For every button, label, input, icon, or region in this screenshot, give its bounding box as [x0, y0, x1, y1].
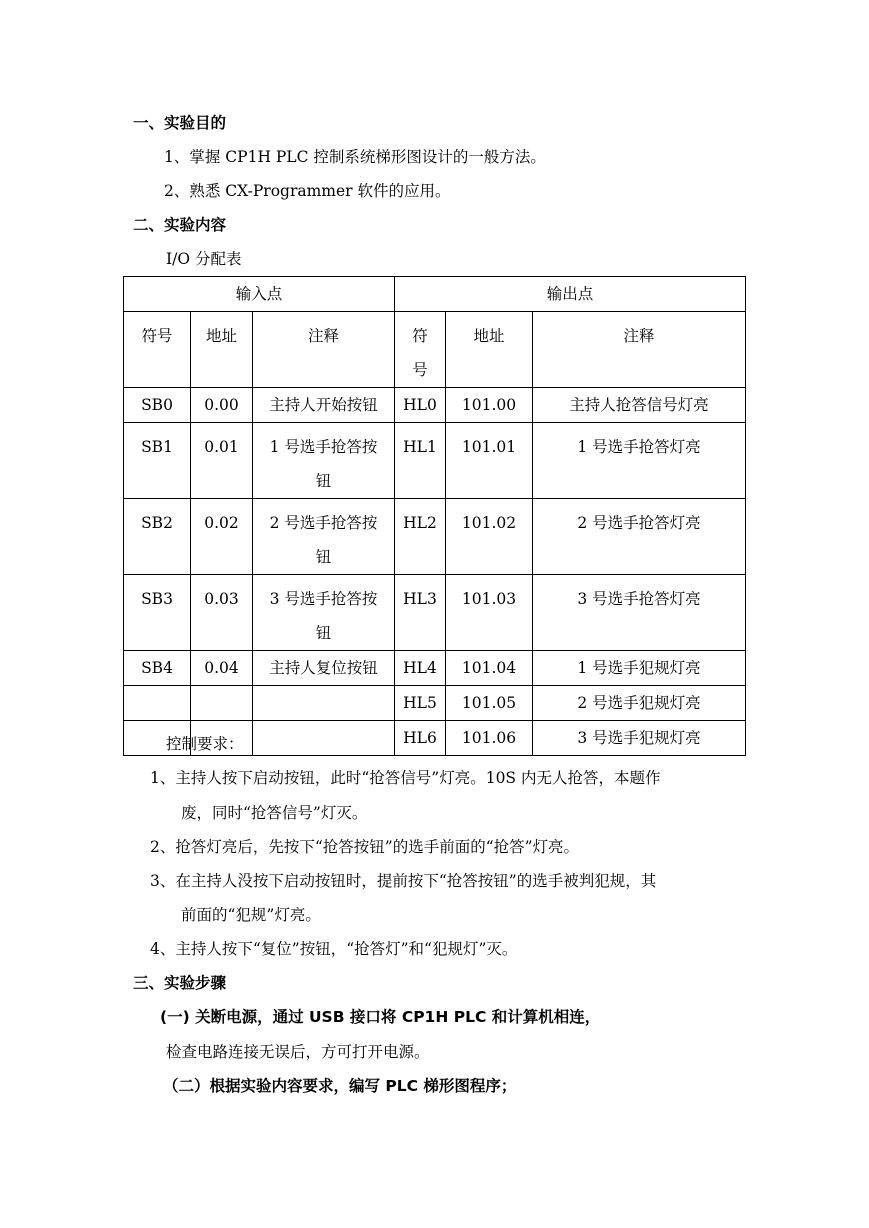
table-cell: HL3 — [395, 575, 446, 651]
step2-title: （二）根据实验内容要求，编写 PLC 梯形图程序； — [163, 1077, 517, 1095]
note-line-2: 钮 — [315, 624, 332, 642]
table-cell: 101.00 — [446, 388, 533, 423]
requirement-4: 4、主持人按下“复位”按钮，“抢答灯”和“犯规灯”灭。 — [150, 940, 518, 958]
section3-heading: 三、实验步骤 — [133, 974, 227, 992]
table-cell: HL1 — [395, 423, 446, 499]
table-cell: 0.02 — [191, 499, 253, 575]
section1-heading: 一、实验目的 — [133, 114, 227, 132]
note-line-2: 钮 — [315, 548, 332, 566]
header-char-2: 号 — [412, 361, 428, 379]
table-cell: 101.05 — [446, 686, 533, 721]
table-cell: HL6 — [395, 721, 446, 756]
table-cell: 1 号选手抢答灯亮 — [533, 423, 746, 499]
table-cell — [253, 721, 395, 756]
control-requirements-title: 控制要求： — [166, 735, 244, 753]
section2-heading: 二、实验内容 — [133, 216, 227, 234]
col-note-header: 注释 — [253, 312, 395, 388]
table-cell: 主持人复位按钮 — [253, 651, 395, 686]
col-address-out-header: 地址 — [446, 312, 533, 388]
table-cell: 101.03 — [446, 575, 533, 651]
table-cell: SB0 — [124, 388, 191, 423]
header-char-1: 符 — [412, 327, 428, 345]
table-cell — [253, 575, 395, 651]
table-cell: 0.01 — [191, 423, 253, 499]
table-cell — [253, 423, 395, 499]
step1-text: 检查电路连接无误后，方可打开电源。 — [166, 1043, 430, 1061]
table-cell: HL0 — [395, 388, 446, 423]
table-cell: SB3 — [124, 575, 191, 651]
note-line-1: 3 号选手抢答按 — [269, 590, 378, 608]
table-cell: 3 号选手犯规灯亮 — [533, 721, 746, 756]
requirement-1-line2: 废，同时“抢答信号”灯灭。 — [181, 804, 368, 822]
table-cell: 101.02 — [446, 499, 533, 575]
col-address-header: 地址 — [191, 312, 253, 388]
col-symbol-out-header — [395, 312, 446, 388]
table-cell: 0.03 — [191, 575, 253, 651]
table-cell — [124, 686, 191, 721]
table-cell: 101.01 — [446, 423, 533, 499]
table-cell: 1 号选手犯规灯亮 — [533, 651, 746, 686]
output-group-header: 输出点 — [395, 277, 746, 312]
table-cell: HL2 — [395, 499, 446, 575]
table-cell: 0.00 — [191, 388, 253, 423]
table-cell: 2 号选手犯规灯亮 — [533, 686, 746, 721]
table-cell: HL5 — [395, 686, 446, 721]
table-cell: 3 号选手抢答灯亮 — [533, 575, 746, 651]
table-cell — [253, 499, 395, 575]
table-caption: I/O 分配表 — [166, 250, 242, 268]
step1-title: (一) 关断电源，通过 USB 接口将 CP1H PLC 和计算机相连， — [160, 1008, 601, 1026]
note-line-1: 2 号选手抢答按 — [269, 514, 378, 532]
requirement-3-line1: 3、在主持人没按下启动按钮时，提前按下“抢答按钮”的选手被判犯规，其 — [150, 872, 657, 890]
requirement-2: 2、抢答灯亮后，先按下“抢答按钮”的选手前面的“抢答”灯亮。 — [150, 838, 580, 856]
table-cell: HL4 — [395, 651, 446, 686]
note-line-1: 1 号选手抢答按 — [269, 438, 378, 456]
requirement-1-line1: 1、主持人按下启动按钮，此时“抢答信号”灯亮。10S 内无人抢答，本题作 — [150, 769, 661, 787]
table-cell — [191, 686, 253, 721]
table-cell: 0.04 — [191, 651, 253, 686]
table-cell: SB1 — [124, 423, 191, 499]
objective-item-2: 2、熟悉 CX-Programmer 软件的应用。 — [164, 182, 451, 200]
table-cell: SB2 — [124, 499, 191, 575]
col-symbol-header: 符号 — [124, 312, 191, 388]
io-assignment-table — [123, 276, 746, 756]
table-cell: 主持人开始按钮 — [253, 388, 395, 423]
col-note-out-header: 注释 — [533, 312, 746, 388]
table-cell: 主持人抢答信号灯亮 — [533, 388, 746, 423]
table-cell: SB4 — [124, 651, 191, 686]
note-line-2: 钮 — [315, 472, 332, 490]
requirement-3-line2: 前面的“犯规”灯亮。 — [181, 906, 321, 924]
table-cell: 101.04 — [446, 651, 533, 686]
table-cell: 101.06 — [446, 721, 533, 756]
table-cell: 2 号选手抢答灯亮 — [533, 499, 746, 575]
table-cell — [253, 686, 395, 721]
objective-item-1: 1、掌握 CP1H PLC 控制系统梯形图设计的一般方法。 — [164, 148, 546, 166]
input-group-header: 输入点 — [124, 277, 395, 312]
